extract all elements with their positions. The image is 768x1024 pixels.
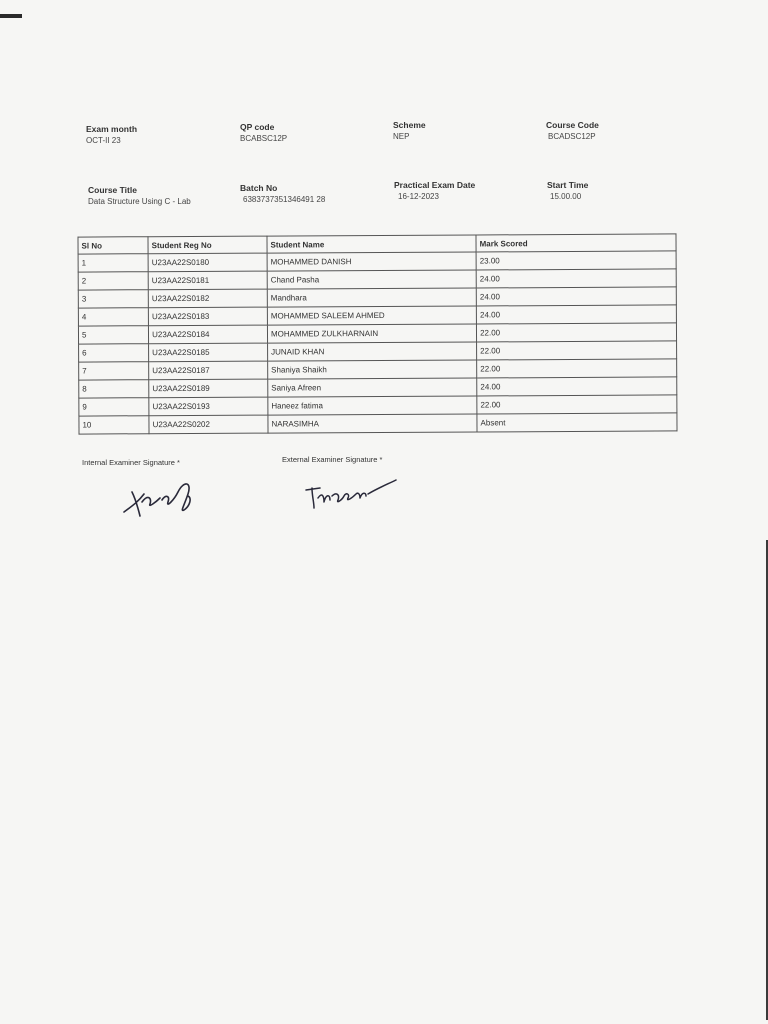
header-student-name: Student Name [267,235,476,253]
external-examiner-signature-label: External Examiner Signature * [282,455,383,464]
cell-mark: 22.00 [477,341,677,360]
cell-sl-no: 4 [78,308,148,326]
cell-sl-no: 10 [79,416,149,434]
cell-mark: 22.00 [477,323,677,342]
cell-student-name: Chand Pasha [267,270,476,289]
cell-student-name: Saniya Afreen [268,378,477,397]
practical-date-field [394,180,475,201]
cell-student-name: Haneez fatima [268,396,477,415]
practical-date-value: 16-12-2023 [398,192,439,201]
header-mark-scored: Mark Scored [476,234,676,252]
exam-month-value: OCT-II 23 [86,136,121,145]
cell-sl-no: 2 [78,272,148,290]
cell-student-name: MOHAMMED SALEEM AHMED [267,306,476,325]
start-time-label: Start Time [547,180,589,190]
start-time-field [547,180,588,201]
cell-sl-no: 7 [79,362,149,380]
cell-mark: 22.00 [477,359,677,378]
cell-reg-no: U23AA22S0193 [149,397,268,416]
scheme-field [393,120,426,141]
course-title-label: Course Title [88,185,137,195]
marks-table [77,233,677,434]
course-code-field [546,120,599,141]
cell-mark: 24.00 [476,269,676,288]
cell-mark: 24.00 [476,287,676,306]
cell-mark: 24.00 [476,305,676,324]
header-sl-no: Sl No [78,237,148,254]
exam-month-field [86,124,137,145]
cell-student-name: JUNAID KHAN [268,342,477,361]
batch-no-field [240,183,325,204]
scheme-label: Scheme [393,120,426,130]
internal-signature-icon [118,472,208,522]
batch-no-label: Batch No [240,183,278,193]
course-title-field [88,185,191,206]
cell-reg-no: U23AA22S0185 [149,343,268,362]
cell-mark: Absent [477,413,677,432]
exam-header-row-2 [0,180,768,224]
cell-reg-no: U23AA22S0183 [148,307,267,326]
cell-mark: 23.00 [476,251,676,270]
start-time-value: 15.00.00 [550,192,582,201]
scan-edge-mark [0,14,22,18]
table-row [79,413,677,434]
cell-student-name: NARASIMHA [268,414,477,433]
cell-mark: 24.00 [477,377,677,396]
batch-no-value: 6383737351346491 28 [243,195,326,204]
cell-sl-no: 1 [78,254,148,272]
cell-reg-no: U23AA22S0180 [148,253,267,272]
cell-student-name: Shaniya Shaikh [268,360,477,379]
course-code-label: Course Code [546,120,599,130]
internal-examiner-signature-label: Internal Examiner Signature * [82,458,180,467]
cell-mark: 22.00 [477,395,677,414]
cell-reg-no: U23AA22S0187 [149,361,268,380]
cell-student-name: Mandhara [267,288,476,307]
exam-month-label: Exam month [86,124,138,134]
cell-sl-no: 8 [79,380,149,398]
course-code-value: BCADSC12P [548,132,596,141]
cell-reg-no: U23AA22S0189 [149,379,268,398]
external-signature-icon [302,474,402,514]
cell-reg-no: U23AA22S0182 [148,289,267,308]
cell-sl-no: 3 [78,290,148,308]
qp-code-label: QP code [240,122,275,132]
exam-header-row-1 [0,120,768,164]
practical-date-label: Practical Exam Date [394,180,476,190]
cell-sl-no: 6 [79,344,149,362]
scheme-value: NEP [393,132,410,141]
cell-student-name: MOHAMMED ZULKHARNAIN [267,324,476,343]
cell-reg-no: U23AA22S0184 [149,325,268,344]
cell-reg-no: U23AA22S0181 [148,271,267,290]
cell-student-name: MOHAMMED DANISH [267,252,476,271]
cell-sl-no: 5 [78,326,148,344]
qp-code-value: BCABSC12P [240,134,288,143]
cell-sl-no: 9 [79,398,149,416]
cell-reg-no: U23AA22S0202 [149,415,268,434]
course-title-value: Data Structure Using C - Lab [88,197,191,206]
qp-code-field [240,122,287,143]
header-student-reg-no: Student Reg No [148,236,267,254]
